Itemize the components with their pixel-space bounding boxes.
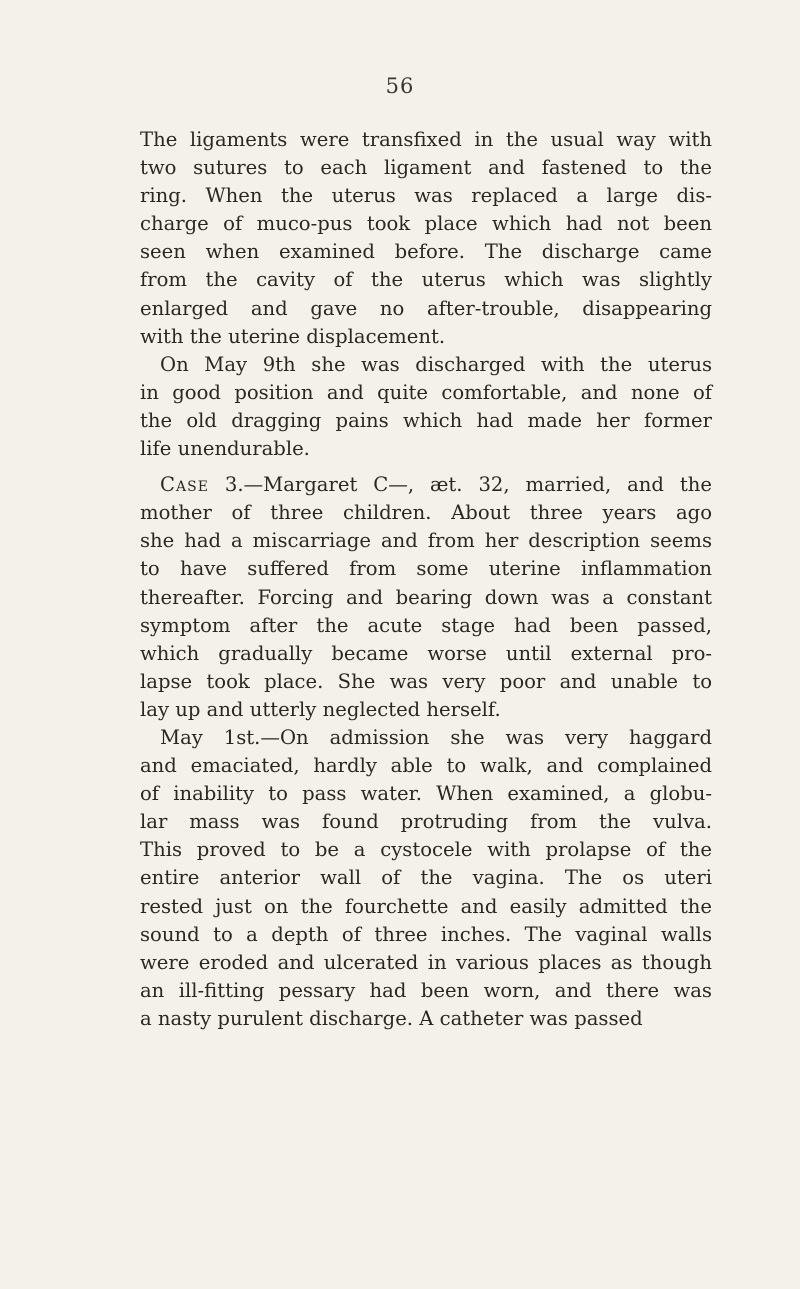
text-line: from the cavity of the uterus which was slightly (140, 268, 712, 292)
text-line: were eroded and ulcerated in various places as though (140, 950, 712, 974)
case-label: Case (160, 473, 209, 497)
text-line: enlarged and gave no after-trouble, disappearing (140, 296, 712, 320)
text-line: and emaciated, hardly able to walk, and complained (140, 754, 712, 778)
text-line: The ligaments were transfixed in the usual way with (140, 128, 712, 151)
body-text (140, 126, 712, 1033)
text-line: symptom after the acute stage had been passed, (140, 613, 712, 637)
text-line: she had a miscarriage and from her description seems (140, 529, 712, 553)
text-line (140, 471, 712, 499)
text-line: charge of muco-pus took place which had not been (140, 212, 712, 236)
paragraph-gap (140, 463, 712, 471)
text-line: lar mass was found protruding from the vulva. (140, 810, 712, 834)
text-line: the old dragging pains which had made her former (140, 408, 712, 432)
text-line: entire anterior wall of the vagina. The os uteri (140, 866, 712, 890)
text-line: rested just on the fourchette and easily admitted the (140, 894, 712, 918)
paragraph-operation-details (140, 126, 712, 351)
text-line: seen when examined before. The discharge came (140, 240, 712, 264)
case-intro: 3.—Margaret C—, æt. 32, married, and the (208, 473, 712, 497)
paragraph-case-3 (140, 471, 712, 724)
paragraph-admission (140, 724, 712, 1033)
text-line: This proved to be a cystocele with prolapse of the (140, 838, 712, 862)
paragraph-discharge (140, 351, 712, 463)
text-line: On May 9th she was discharged with the uterus (160, 352, 712, 376)
text-line: May 1st.—On admission she was very haggard (160, 725, 712, 749)
page-number: 56 (385, 74, 415, 98)
text-line: life unendurable. (140, 437, 310, 461)
text-line: sound to a depth of three inches. The vaginal walls (140, 922, 712, 946)
text-line: which gradually became worse until external pro- (140, 641, 712, 665)
text-line: an ill-fitting pessary had been worn, and there was (140, 978, 712, 1002)
text-line: of inability to pass water. When examined, a globu- (140, 782, 712, 806)
text-line: a nasty purulent discharge. A catheter was passed (140, 1006, 643, 1030)
text-line: two sutures to each ligament and fastened to the (140, 156, 712, 180)
text-line: mother of three children. About three years ago (140, 501, 712, 525)
text-line: thereafter. Forcing and bearing down was a constant (140, 585, 712, 609)
text-line: in good position and quite comfortable, and none of (140, 380, 712, 404)
text-line: to have suffered from some uterine inflammation (140, 557, 712, 581)
text-line: lay up and utterly neglected herself. (140, 697, 501, 721)
text-line: with the uterine displacement. (140, 324, 446, 348)
text-line: ring. When the uterus was replaced a large dis- (140, 184, 712, 208)
text-line: lapse took place. She was very poor and unable to (140, 669, 712, 693)
